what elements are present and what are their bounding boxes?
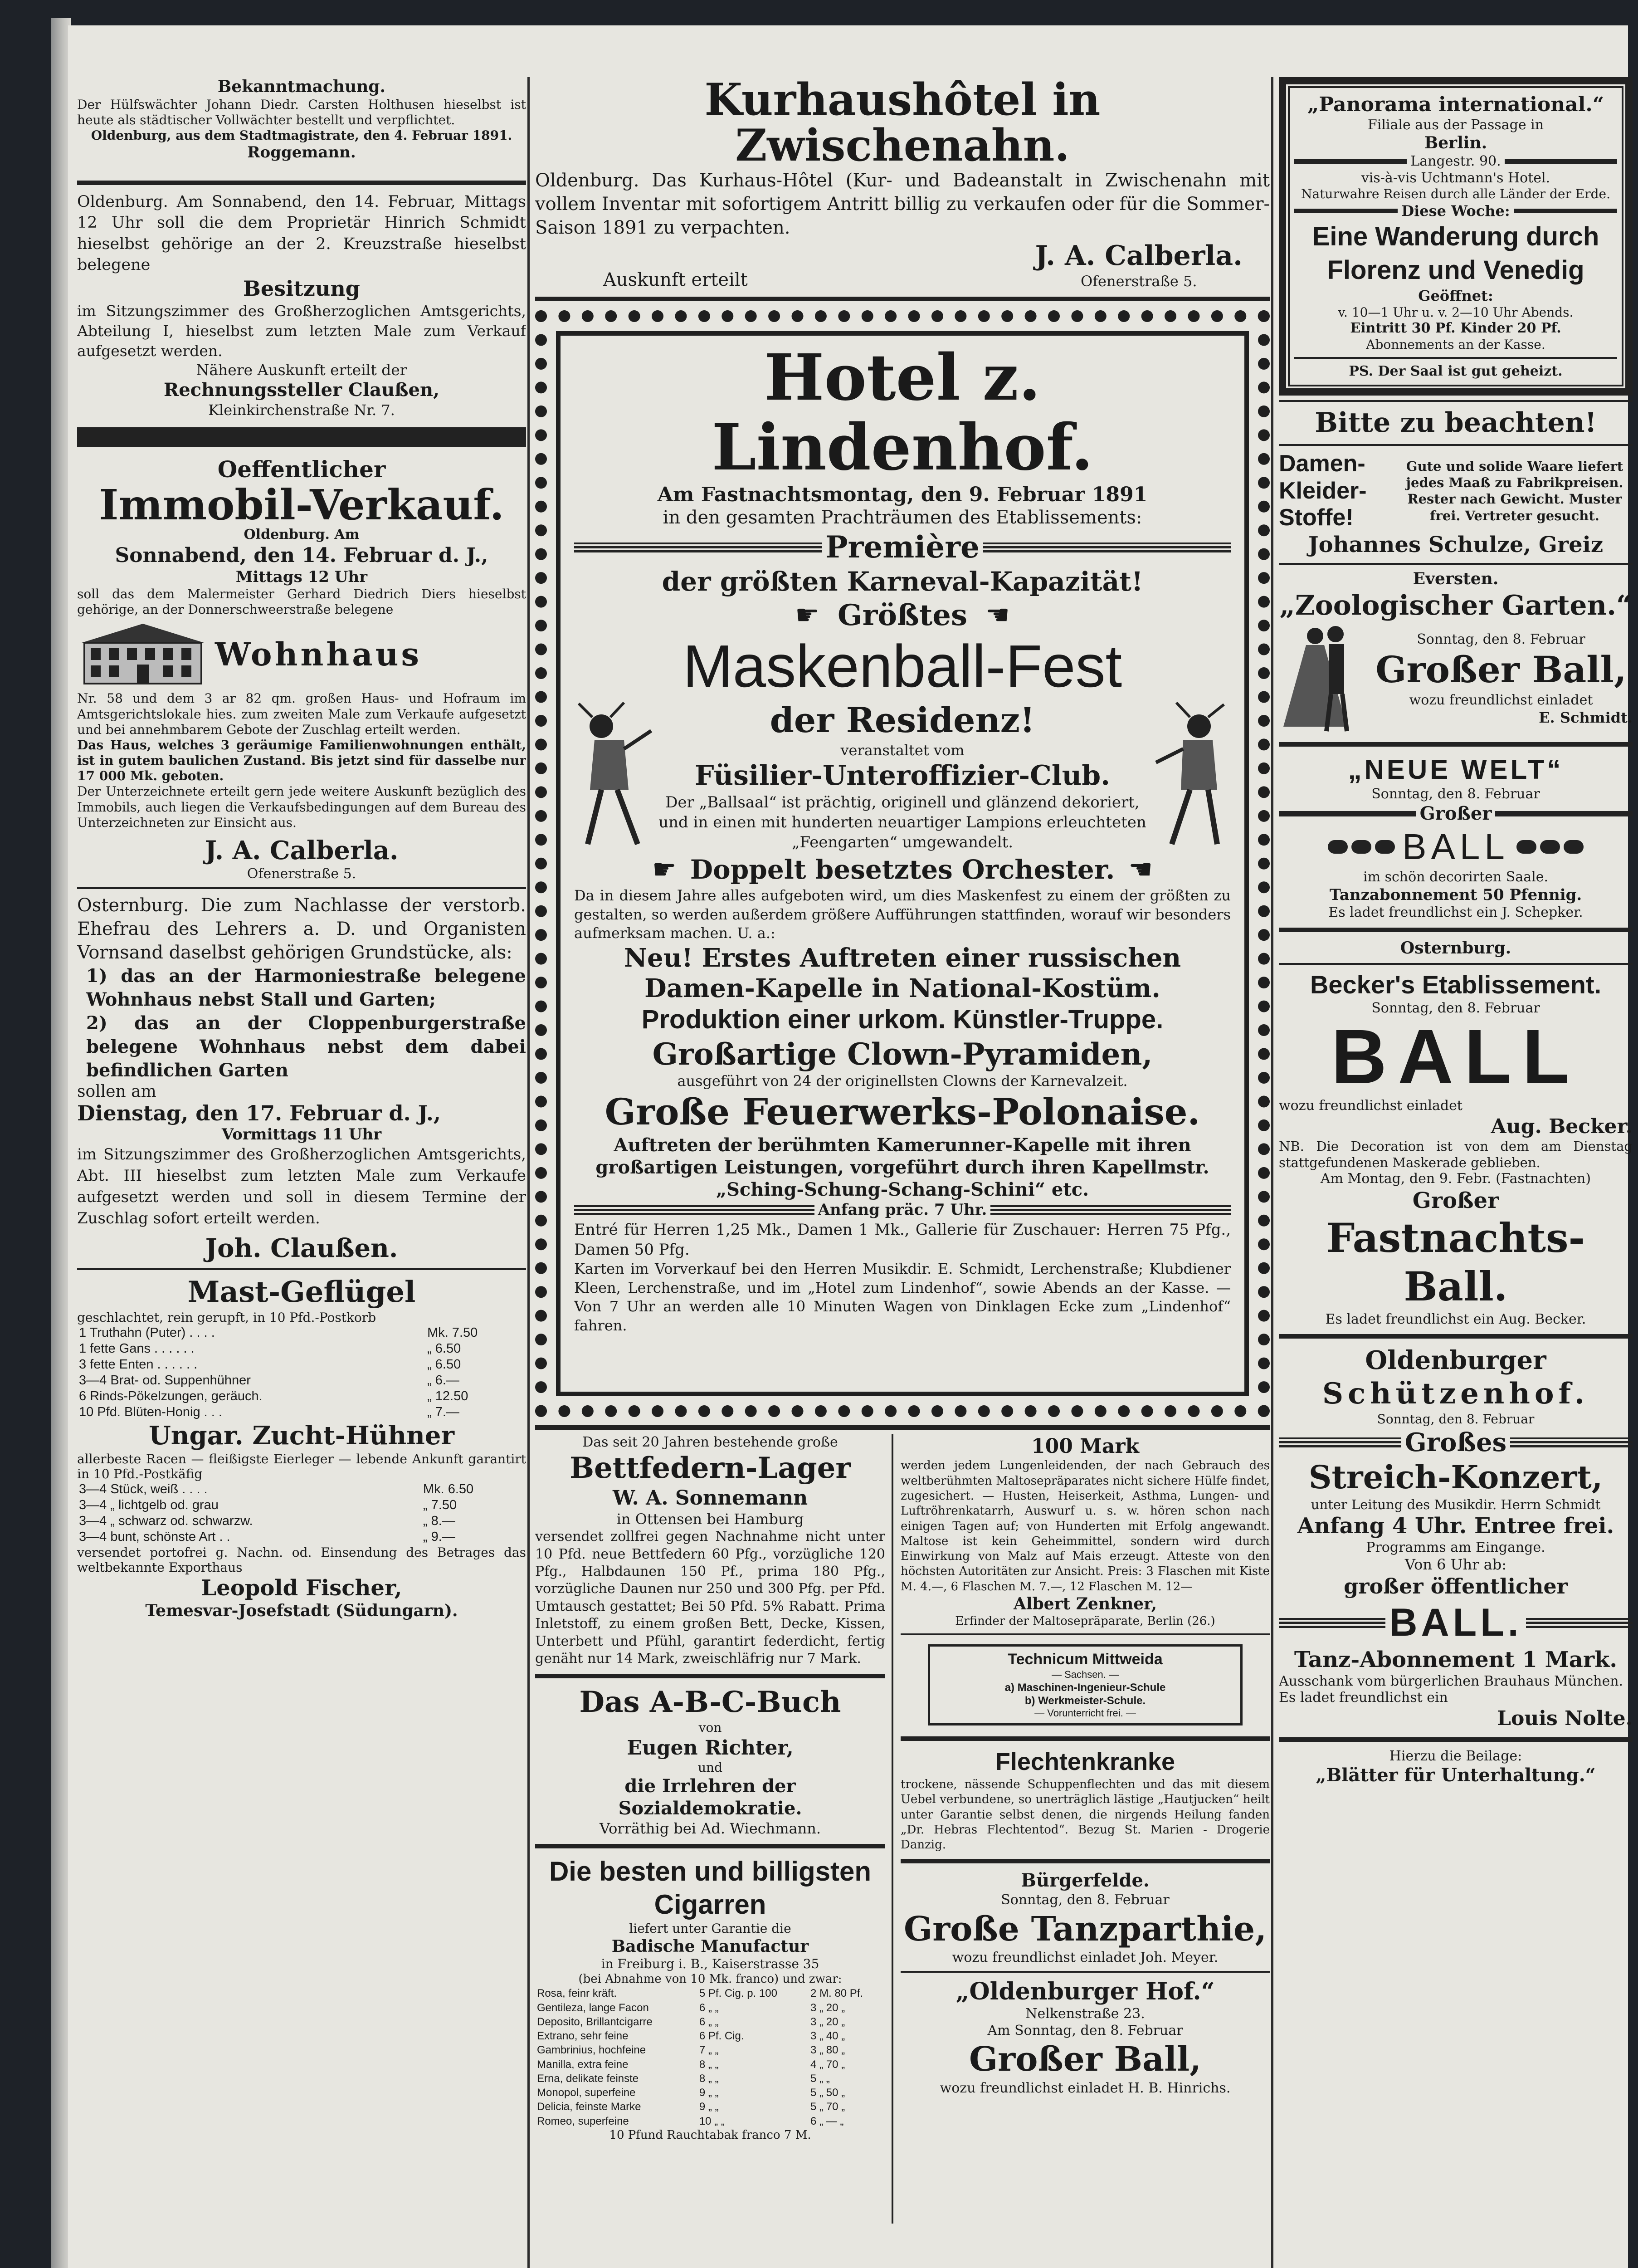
ad-firm: Badische Manufactur bbox=[611, 1936, 809, 1956]
price-cell: 7 „ „ bbox=[699, 2044, 719, 2057]
ad-title: 100 Mark bbox=[1031, 1434, 1140, 1458]
ad-text: im Sitzungszimmer des Großherzoglichen Amtsgerichts, Abteilung I, hieselbst zum letzten Male zum Verkauf aufgesetzt werden. bbox=[77, 302, 526, 360]
ad-signature: Johannes Schulze, Greiz bbox=[1308, 532, 1604, 558]
price-cell: 8 „ „ bbox=[699, 2058, 719, 2071]
ad-text: Anfang präc. 7 Uhr. bbox=[818, 1201, 987, 1219]
price-cell: 3 fette Enten . . . . . . bbox=[79, 1357, 198, 1372]
divider bbox=[901, 1859, 1270, 1863]
pointing-hand-right-icon: ☛ bbox=[652, 853, 677, 885]
ad-text: versendet zollfrei gegen Nachnahme nicht unter 10 Pfd. neue Bettfedern 60 Pfg., vorzügliche 120 Pfg., Halbdaunen 150 Pf., prima 180 Pfg., vorzügliche Daunen nur 250 und 300 Pfg. per Pfd. Umtausch gestattet; Bei 50 Pfd. 5% Rabatt. Prima Inletstoff, zu einem großen Bett, Decke, Kissen, Unterbett und Pfühl, garantirt federdicht, fertig genäht nur 14 Mark, zweischläfrig nur 7 Mark. bbox=[535, 1529, 885, 1667]
ad-text: wozu freundlichst einladet bbox=[1409, 692, 1593, 709]
ad-subtitle: allerbeste Racen — fleißigste Eierleger — lebende Ankunft garantirt in 10 Pfd.-Postkäfig bbox=[77, 1451, 526, 1481]
price-table bbox=[535, 1986, 885, 2128]
oval-ornament-icon bbox=[1515, 840, 1585, 854]
ad-time: Vormittags 11 Uhr bbox=[221, 1125, 382, 1144]
price-row bbox=[535, 2114, 885, 2128]
ad-text: unter Leitung des Musikdir. Herrn Schmidt bbox=[1311, 1496, 1601, 1512]
dancing-couple-illustration bbox=[1279, 622, 1370, 736]
ad-panorama-frame bbox=[1279, 77, 1633, 396]
middle-lower-area bbox=[535, 1434, 1270, 2224]
divider bbox=[901, 1736, 1270, 1741]
ad-address: Nelkenstraße 23. bbox=[1025, 2006, 1145, 2022]
ad-neue-welt bbox=[1279, 753, 1633, 921]
ad-text: Da in diesem Jahre alles aufgeboten wird, um dies Maskenfest zu einem der größten zu gestalten, so werden außerdem größere Aufführungen stattfinden, worauf wir besonders aufmerksam machen. U. a.: bbox=[574, 887, 1231, 942]
ad-address: Ofenerstraße 5. bbox=[1080, 272, 1197, 290]
price-row bbox=[77, 1325, 526, 1341]
price-cell: 8 „ „ bbox=[699, 2072, 719, 2085]
ad-text: Am Montag, den 9. Febr. (Fastnachten) bbox=[1320, 1170, 1591, 1187]
ad-text: soll das dem Malermeister Gerhard Diedrich Diers hieselbst gehörige, an der Donnerschweerstraße belegene bbox=[77, 587, 526, 617]
ad-place: Oldenburg. Am bbox=[244, 527, 360, 543]
price-cell: Erna, delikate feinste bbox=[537, 2072, 639, 2085]
ad-title: „Panorama international.“ bbox=[1307, 93, 1604, 116]
price-cell: 4 „ 70 „ bbox=[810, 2058, 845, 2071]
price-row bbox=[77, 1388, 526, 1404]
price-cell: Gentileza, lange Facon bbox=[537, 2001, 649, 2014]
price-cell: 1 Truthahn (Puter) . . . . bbox=[79, 1325, 215, 1340]
ad-title: Flechtenkranke bbox=[995, 1748, 1175, 1776]
ad-cigarren bbox=[535, 1855, 885, 2143]
ad-date: Sonntag, den 8. Februar bbox=[1371, 786, 1540, 802]
ad-list-item: 1) das an der Harmoniestraße belegene Wohnhaus nebst Stall und Garten; bbox=[86, 965, 526, 1010]
price-cell: 6 „ „ bbox=[699, 2015, 719, 2028]
ad-text: wozu freundlichst einladet bbox=[1279, 1097, 1462, 1114]
divider bbox=[901, 1971, 1270, 1973]
ad-text: großer öffentlicher bbox=[1344, 1574, 1568, 1599]
price-cell: 10 „ „ bbox=[699, 2115, 725, 2127]
pointing-hand-left-icon: ☚ bbox=[985, 599, 1010, 631]
price-cell: 6 „ — „ bbox=[810, 2115, 844, 2127]
ad-title: Technicum Mittweida bbox=[1008, 1650, 1163, 1668]
price-cell: Gambrinius, hochfeine bbox=[537, 2044, 646, 2057]
column-right bbox=[1279, 77, 1633, 1787]
ad-text: Osternburg. Die zum Nachlasse der verstorb. Ehefrau des Lehrers a. D. und Organisten Vornsand daselbst gehörigen Grundstücke, als: bbox=[77, 894, 526, 963]
price-row bbox=[535, 2058, 885, 2072]
price-row bbox=[77, 1513, 526, 1529]
supplement-note bbox=[1279, 1748, 1633, 1787]
ad-text: wozu freundlichst einladet H. B. Hinrichs. bbox=[940, 2080, 1231, 2096]
ad-text: Nähere Auskunft erteilt der bbox=[196, 361, 407, 379]
ad-title: Schützenhof. bbox=[1322, 1376, 1589, 1411]
ad-text: sollen am bbox=[77, 1082, 156, 1101]
column-rule bbox=[527, 77, 530, 2268]
ad-schuetzenhof bbox=[1279, 1345, 1633, 1730]
ad-signature: Joh. Claußen. bbox=[205, 1233, 398, 1263]
notice-bekanntmachung bbox=[77, 77, 526, 162]
ad-text: im schön decorirten Saale. bbox=[1363, 869, 1548, 885]
divider bbox=[1279, 1334, 1633, 1339]
price-cell: „ 7.— bbox=[427, 1405, 459, 1420]
price-row bbox=[535, 2072, 885, 2086]
price-cell: 3—4 „ lichtgelb od. grau bbox=[79, 1497, 219, 1512]
ad-time: Mittags 12 Uhr bbox=[235, 567, 368, 586]
ad-zoologischer-garten bbox=[1279, 569, 1633, 736]
ad-text: Programms am Eingange. bbox=[1366, 1539, 1545, 1555]
ad-date: Sonntag, den 8. Februar bbox=[1371, 1000, 1540, 1016]
ad-title: Großer Ball, bbox=[969, 2040, 1202, 2079]
ad-text: Abonnements an der Kasse. bbox=[1366, 337, 1545, 352]
ad-heading: Größtes bbox=[838, 598, 967, 632]
ad-text: wozu freundlichst einladet Joh. Meyer. bbox=[952, 1950, 1219, 1966]
ad-technicum bbox=[901, 1640, 1270, 1730]
divider bbox=[1279, 928, 1633, 932]
price-cell: 1 fette Gans . . . . . . bbox=[79, 1341, 195, 1356]
ad-text: vis-à-vis Uchtmann's Hotel. bbox=[1361, 170, 1550, 186]
ad-text: Diese Woche: bbox=[1401, 202, 1510, 220]
ad-heading: BALL. bbox=[1389, 1601, 1522, 1645]
column-rule bbox=[1271, 77, 1273, 2268]
ad-text: Erfinder der Maltosepräparate, Berlin (26.) bbox=[955, 1614, 1215, 1628]
ad-signature: J. A. Calberla. bbox=[1035, 240, 1243, 272]
ad-text: Es ladet freundlichst ein Aug. Becker. bbox=[1325, 1311, 1586, 1327]
ad-title: Bettfedern-Lager bbox=[569, 1451, 851, 1486]
price-cell: 3—4 Stück, weiß . . . . bbox=[79, 1481, 208, 1496]
ad-title: die Irrlehren der Sozialdemokratie. bbox=[618, 1775, 802, 1819]
ad-title: Oldenburger bbox=[1365, 1345, 1546, 1376]
ad-place: Osternburg. bbox=[1400, 938, 1511, 958]
ad-heading: Doppelt besetztes Orchester. bbox=[690, 854, 1115, 885]
price-cell: „ 9.— bbox=[423, 1529, 455, 1544]
ad-date: Sonnabend, den 14. Februar d. J., bbox=[115, 544, 488, 567]
ad-osternburg-grundstuecke bbox=[77, 894, 526, 1264]
price-row bbox=[535, 2086, 885, 2100]
divider bbox=[535, 297, 1270, 301]
ad-heading: Großartige Clown-Pyramiden, bbox=[652, 1036, 1153, 1072]
ad-address: Temesvar-Josefstadt (Südungarn). bbox=[145, 1601, 458, 1621]
ad-heading: Produktion einer urkom. Künstler-Truppe. bbox=[641, 1005, 1164, 1035]
ad-text: von bbox=[698, 1720, 722, 1735]
divider bbox=[77, 1268, 526, 1270]
ad-text: Das seit 20 Jahren bestehende große bbox=[582, 1434, 838, 1450]
notice-signature: Roggemann. bbox=[247, 143, 356, 162]
ad-text: Nr. 58 und dem 3 ar 82 qm. großen Haus- und Hofraum im Amtsgerichtslokale hies. zum zweiten Male zum Verkaufe aufgesetzt und bei annehmbarem Gebote der Zuschlag erteilt werden. bbox=[77, 691, 526, 737]
ad-title: Bitte zu beachten! bbox=[1315, 406, 1597, 439]
ad-bettfedern bbox=[535, 1434, 885, 1668]
ad-text: NB. Die Decoration ist von dem am Dienstag stattgefundenen Maskerade geblieben. bbox=[1279, 1139, 1633, 1170]
ad-title: Immobil-Verkauf. bbox=[99, 480, 504, 529]
ad-signature: J. A. Calberla. bbox=[205, 835, 399, 865]
price-cell: Mk. 7.50 bbox=[427, 1325, 478, 1340]
divider bbox=[1279, 1737, 1633, 1742]
ad-heading: Große Feuerwerks-Polonaise. bbox=[604, 1090, 1200, 1134]
ad-text: trockene, nässende Schuppenflechten und das mit diesem Uebel verbundene, so unerträglich lästige „Hautjucken“ heilt unter Garantie selbst denen, die nirgends Heilung fanden „Dr. Hebras Flechtentod“. Bezug St. Marien - Drogerie Danzig. bbox=[901, 1778, 1270, 1852]
divider bbox=[1279, 444, 1633, 446]
ad-signature: Rechnungssteller Claußen, bbox=[163, 379, 440, 401]
price-cell: Rosa, feinr kräft. bbox=[537, 1987, 617, 2000]
ad-text: Es ladet freundlichst ein bbox=[1279, 1690, 1448, 1706]
ad-signature: Aug. Becker. bbox=[1491, 1114, 1633, 1138]
ad-text: PS. Der Saal ist gut geheizt. bbox=[1349, 363, 1563, 379]
ad-text: Berlin. bbox=[1424, 133, 1487, 153]
ad-flechtenkranke bbox=[901, 1747, 1270, 1853]
price-row bbox=[77, 1404, 526, 1420]
ad-signature: Leopold Fischer, bbox=[201, 1575, 402, 1601]
divider bbox=[535, 1425, 1270, 1430]
ad-title: Große Tanzparthie, bbox=[904, 1909, 1267, 1949]
price-row bbox=[535, 2001, 885, 2015]
price-row bbox=[77, 1341, 526, 1357]
middle-lower-right bbox=[901, 1434, 1270, 2224]
ad-place: Eversten. bbox=[1413, 569, 1499, 588]
price-cell: 3 „ 40 „ bbox=[810, 2030, 845, 2043]
ad-text: Geöffnet: bbox=[1418, 287, 1493, 305]
price-cell: 5 „ 70 „ bbox=[810, 2101, 845, 2113]
price-cell: „ 7.50 bbox=[423, 1497, 457, 1512]
technicum-box bbox=[928, 1644, 1243, 1726]
notice-place: Oldenburg, aus dem Stadtmagistrate, den 4. Februar 1891. bbox=[91, 128, 512, 143]
ad-text: Auskunft erteilt bbox=[603, 269, 748, 290]
ad-heading: Neu! Erstes Auftreten einer russischen Damen-Kapelle in National-Kostüm. bbox=[624, 943, 1181, 1003]
price-table bbox=[77, 1481, 526, 1545]
ad-title: Das A-B-C-Buch bbox=[579, 1685, 841, 1720]
ad-text: Der Unterzeichnete erteilt gern jede weitere Auskunft bezüglich des Immobils, auch liegen die Verkaufsbedingungen auf dem Bureau des Unterzeichneten zur Einsicht aus. bbox=[77, 784, 526, 830]
price-cell: Manilla, extra feine bbox=[537, 2058, 629, 2071]
price-cell: 6 Rinds-Pökelzungen, geräuch. bbox=[79, 1389, 263, 1404]
ad-heading: Besitzung bbox=[243, 276, 360, 301]
price-cell: 6 „ „ bbox=[699, 2001, 719, 2014]
ad-address: Kleinkirchenstraße Nr. 7. bbox=[208, 401, 395, 419]
ad-text: — Sachsen. — bbox=[1052, 1668, 1119, 1680]
price-cell: 9 „ „ bbox=[699, 2101, 719, 2113]
price-row bbox=[535, 2015, 885, 2029]
price-cell: Deposito, Brillantcigarre bbox=[537, 2015, 653, 2028]
price-cell: 10 Pfd. Blüten-Honig . . . bbox=[79, 1405, 222, 1420]
ad-text: Großer bbox=[1412, 1188, 1499, 1213]
ad-text: ausgeführt von 24 der originellsten Clowns der Karnevalzeit. bbox=[677, 1072, 1128, 1090]
pointing-hand-left-icon: ☚ bbox=[1128, 853, 1153, 885]
ad-heading: Fastnachts-Ball. bbox=[1326, 1214, 1585, 1310]
price-cell: 3—4 „ schwarz od. schwarzw. bbox=[79, 1513, 253, 1528]
column-middle bbox=[535, 77, 1270, 2224]
ad-100-mark bbox=[901, 1434, 1270, 1629]
divider bbox=[535, 1844, 885, 1848]
ad-mast-gefluegel bbox=[77, 1275, 526, 1621]
ad-text: veranstaltet vom bbox=[840, 741, 965, 759]
price-cell: 3—4 bunt, schönste Art . . bbox=[79, 1529, 230, 1544]
price-cell: 3 „ 80 „ bbox=[810, 2044, 845, 2057]
ad-text: Großer bbox=[1419, 802, 1492, 824]
price-cell: 6 Pf. Cig. bbox=[699, 2030, 744, 2043]
price-cell: Monopol, superfeine bbox=[537, 2087, 636, 2099]
ad-text: Von 6 Uhr ab: bbox=[1404, 1556, 1507, 1574]
price-cell: 5 „ 50 „ bbox=[810, 2087, 845, 2099]
ad-text: Großes bbox=[1404, 1427, 1507, 1457]
middle-lower-left bbox=[535, 1434, 893, 2224]
ad-text: Tanzabonnement 50 Pfennig. bbox=[1329, 885, 1582, 904]
ad-date: Sonntag, den 8. Februar bbox=[1417, 631, 1585, 647]
divider bbox=[77, 887, 526, 889]
ad-schmidt-besitzung bbox=[77, 191, 526, 419]
ad-text: Naturwahre Reisen durch alle Länder der Erde. bbox=[1301, 186, 1611, 202]
ad-heading: Damen-Kleider-Stoffe! bbox=[1279, 450, 1367, 531]
price-cell: 3 „ 20 „ bbox=[810, 2001, 845, 2014]
ad-text: Filiale aus der Passage in bbox=[1367, 117, 1544, 133]
ad-text: Tanz-Abonnement 1 Mark. bbox=[1294, 1647, 1618, 1673]
ad-title: „NEUE WELT“ bbox=[1348, 754, 1564, 785]
ad-text: Entré für Herren 1,25 Mk., Damen 1 Mk., Gallerie für Zuschauer: Herren 75 Pfg., Damen 50 Pfg. bbox=[574, 1220, 1231, 1259]
ad-title: Becker's Etablissement. bbox=[1310, 970, 1602, 999]
ad-text: Oldenburg. Am Sonnabend, den 14. Februar, Mittags 12 Uhr soll die dem Proprietär Hinrich Schmidt hieselbst gehörige an der 2. Kreuzstraße hieselbst belegene bbox=[77, 192, 526, 274]
ad-text: 10 Pfund Rauchtabak franco 7 M. bbox=[609, 2128, 811, 2142]
ad-text: im Sitzungszimmer des Großherzoglichen Amtsgerichts, Abt. III hieselbst zum letzten Male zum Verkaufe aufgesetzt werden und soll in diesem Termine der Zuschlag sofort erteilt werden. bbox=[77, 1145, 526, 1227]
divider bbox=[901, 1633, 1270, 1635]
price-row bbox=[77, 1357, 526, 1373]
price-cell: „ 6.— bbox=[427, 1373, 459, 1388]
ad-heading: Streich-Konzert, bbox=[1308, 1458, 1603, 1496]
ad-place: in Ottensen bei Hamburg bbox=[616, 1510, 804, 1528]
ad-becker bbox=[1279, 938, 1633, 1328]
ad-text: — Vorunterricht frei. — bbox=[1034, 1707, 1136, 1719]
ad-text: und bbox=[698, 1760, 722, 1775]
ad-heading: Großer Ball, bbox=[1375, 648, 1627, 691]
price-cell: 3—4 Brat- od. Suppenhühner bbox=[79, 1373, 251, 1388]
price-row bbox=[77, 1497, 526, 1513]
price-row bbox=[535, 2100, 885, 2114]
ad-subtitle: geschlachtet, rein gerupft, in 10 Pfd.-Postkorb bbox=[77, 1310, 376, 1325]
divider bbox=[535, 1674, 885, 1678]
ad-heading: der Residenz! bbox=[770, 700, 1035, 741]
ad-kurhaus bbox=[535, 77, 1270, 290]
ad-author: Eugen Richter, bbox=[627, 1736, 794, 1760]
ad-text: Anfang 4 Uhr. Entree frei. bbox=[1297, 1513, 1614, 1539]
ad-text: werden jedem Lungenleidenden, der nach Gebrauch des weltberühmten Maltosepräparates nicht sichere Hülfe findet, zugesichert. — Husten, Heiserkeit, Asthma, Lungen- und Luftröhrenkatarrh, Auswurf u. s. w. hören schon nach einigen Tagen auf; von Hunderten mit Erfolg angewandt. Maltose ist kein Geheimmittel, sondern wird durch Einwirkung von Malz auf Mais erzeugt. Atteste von den höchsten Autoritäten zur Ansicht. Preis: 3 Flaschen mit Kiste M. 4.—, 6 Flaschen M. 7.—, 12 Flaschen M. 12— bbox=[901, 1459, 1270, 1593]
ad-text: Oldenburg. Das Kurhaus-Hôtel (Kur- und Badeanstalt in Zwischenahn mit vollem Inventar mit sofortigem Antritt billig zu verkaufen oder für die Sommer-Saison 1891 zu verpachten. bbox=[535, 170, 1270, 238]
ad-date: Dienstag, den 17. Februar d. J., bbox=[77, 1100, 441, 1125]
ad-date: Sonntag, den 8. Februar bbox=[1001, 1892, 1170, 1908]
notice-title: Bekanntmachung. bbox=[217, 77, 386, 96]
price-cell: 5 „ „ bbox=[810, 2072, 830, 2085]
ad-heading: Wohnhaus bbox=[215, 635, 422, 673]
ad-heading: BALL bbox=[1402, 826, 1509, 867]
ad-heading: der größten Karneval-Kapazität! bbox=[662, 566, 1143, 597]
price-row bbox=[535, 1986, 885, 2000]
price-cell: „ 12.50 bbox=[427, 1389, 468, 1404]
ad-title: Kurhaushôtel in Zwischenahn. bbox=[704, 77, 1101, 171]
divider bbox=[77, 427, 526, 447]
ad-heading: Première bbox=[825, 529, 980, 565]
ad-title: „Oldenburger Hof.“ bbox=[955, 1977, 1215, 2005]
price-cell: Delicia, feinste Marke bbox=[537, 2101, 641, 2113]
ad-address: in Freiburg i. B., Kaiserstrasse 35 bbox=[601, 1956, 819, 1972]
ad-big-title: Maskenball-Fest bbox=[682, 632, 1122, 699]
ad-text: Es ladet freundlichst ein J. Schepker. bbox=[1328, 904, 1583, 920]
price-cell: 3 „ 20 „ bbox=[810, 2015, 845, 2028]
ad-buergerfelde bbox=[901, 1870, 1270, 1966]
price-row bbox=[535, 2029, 885, 2043]
ad-text: in den gesamten Prachträumen des Etablissements: bbox=[663, 507, 1142, 528]
ad-abc-buch bbox=[535, 1685, 885, 1838]
ad-immobil-verkauf bbox=[77, 455, 526, 883]
divider bbox=[1279, 563, 1633, 565]
price-cell: 9 „ „ bbox=[699, 2087, 719, 2099]
ad-text: liefert unter Garantie die bbox=[629, 1921, 791, 1936]
ad-title: „Zoologischer Garten.“ bbox=[1279, 589, 1632, 621]
price-table bbox=[77, 1325, 526, 1420]
ad-text: Auftreten der berühmten Kamerunner-Kapelle mit ihren großartigen Leistungen, vorgeführt durch ihren Kapellmstr. „Sching-Schung-Schang-Schini“ etc. bbox=[595, 1134, 1209, 1200]
price-cell: „ 6.50 bbox=[427, 1341, 461, 1356]
jester-right-illustration bbox=[1149, 699, 1231, 853]
ad-date: Am Sonntag, den 8. Februar bbox=[987, 2022, 1183, 2038]
notice-body: Der Hülfswächter Johann Diedr. Carsten Holthusen hieselbst ist heute als städtischer Vollwächter bestellt und verpflichtet. bbox=[77, 97, 526, 128]
oval-ornament-icon bbox=[1326, 840, 1397, 854]
ad-signature: Louis Nolte. bbox=[1497, 1706, 1633, 1730]
ad-list-item: 2) das an der Cloppenburgerstraße belegene Wohnhaus nebst dem dabei befindlichen Garten bbox=[86, 1012, 526, 1081]
ad-panorama bbox=[1288, 86, 1623, 386]
ad-title: Die besten und billigsten Cigarren bbox=[549, 1856, 872, 1920]
pointing-hand-right-icon: ☛ bbox=[795, 599, 819, 631]
ad-title: Ungar. Zucht-Hühner bbox=[148, 1421, 455, 1451]
ad-text: Der „Ballsaal“ ist prächtig, originell und glänzend dekoriert, und in einen mit hunderten neuartiger Lampions erleuchteten „Feengarten“ umgewandelt. bbox=[658, 793, 1146, 852]
ad-text: Ausschank vom bürgerlichen Brauhaus München. bbox=[1279, 1673, 1623, 1689]
price-cell: Mk. 6.50 bbox=[423, 1481, 474, 1496]
divider bbox=[77, 181, 526, 185]
house-illustration bbox=[77, 620, 209, 688]
ad-place: Bürgerfelde. bbox=[1021, 1870, 1150, 1892]
price-cell: „ 6.50 bbox=[427, 1357, 461, 1372]
price-cell: „ 8.— bbox=[423, 1513, 455, 1528]
ad-text: „Blätter für Unterhaltung.“ bbox=[1316, 1765, 1596, 1786]
ad-text: versendet portofrei g. Nachn. od. Einsendung des Betrages das weltbekannte Exporthaus bbox=[77, 1545, 526, 1575]
divider bbox=[1294, 357, 1617, 359]
ad-heading: Füsilier-Unteroffizier-Club. bbox=[694, 759, 1111, 792]
ad-address: Langestr. 90. bbox=[1410, 153, 1501, 170]
ad-oldenburger-hof bbox=[901, 1977, 1270, 2097]
ad-date: Sonntag, den 8. Februar bbox=[1377, 1411, 1535, 1427]
ad-title: Oeffentlicher bbox=[217, 455, 386, 483]
ad-lindenhof bbox=[558, 333, 1247, 1394]
ad-title: Hotel z. Lindenhof. bbox=[712, 340, 1093, 485]
ad-text: Hierzu die Beilage: bbox=[1389, 1748, 1522, 1764]
divider bbox=[1279, 742, 1633, 747]
column-left bbox=[77, 77, 526, 1621]
ad-text: a) Maschinen-Ingenieur-Schule bbox=[1004, 1681, 1166, 1694]
ad-text: Karten im Vorverkauf bei den Herren Musikdir. E. Schmidt, Lerchenstraße; Klubdiener Kleen, Lerchenstraße, und im „Hotel zum Lindenhof“, sowie Abends an der Kasse. — Von 7 Uhr an werden alle 10 Minuten Wagen von Dinklagen Ecke zum „Lindenhof“ fahren. bbox=[574, 1260, 1231, 1334]
ad-title: Mast-Geflügel bbox=[187, 1275, 416, 1310]
ad-bitte-beachten bbox=[1279, 406, 1633, 558]
ad-text: (bei Abnahme von 10 Mk. franco) und zwar: bbox=[578, 1972, 842, 1986]
price-row bbox=[535, 2043, 885, 2057]
ad-heading: Eine Wanderung durch Florenz und Venedig bbox=[1312, 221, 1599, 285]
ad-text: Vorräthig bei Ad. Wiechmann. bbox=[599, 1819, 821, 1837]
ad-signature: Albert Zenkner, bbox=[1013, 1594, 1157, 1613]
price-cell: Extrano, sehr feine bbox=[537, 2030, 629, 2043]
divider bbox=[1279, 400, 1633, 402]
jester-left-illustration bbox=[574, 699, 656, 853]
ad-lindenhof-frame bbox=[535, 310, 1270, 1417]
ad-name: W. A. Sonnemann bbox=[612, 1486, 808, 1510]
price-row bbox=[77, 1529, 526, 1545]
ad-text: b) Werkmeister-Schule. bbox=[1024, 1695, 1146, 1707]
ad-text: Eintritt 30 Pf. Kinder 20 Pf. bbox=[1350, 320, 1561, 337]
ad-text: v. 10—1 Uhr u. v. 2—10 Uhr Abends. bbox=[1338, 305, 1574, 320]
ad-address: Ofenerstraße 5. bbox=[247, 866, 356, 882]
ad-text: Am Fastnachtsmontag, den 9. Februar 1891 bbox=[657, 483, 1148, 506]
price-cell: 5 Pf. Cig. p. 100 bbox=[699, 1987, 777, 2000]
ad-text: Das Haus, welches 3 geräumige Familienwohnungen enthält, ist in gutem baulichen Zustand. Bis jetzt sind für dasselbe nur 17 000 Mk. geboten. bbox=[77, 737, 526, 784]
ad-heading: BALL bbox=[1331, 1014, 1580, 1100]
price-cell: Romeo, superfeine bbox=[537, 2115, 629, 2127]
divider bbox=[1279, 963, 1633, 965]
ad-text: Gute und solide Waare liefert jedes Maaß zu Fabrikpreisen. Rester nach Gewicht. Muster frei. Vertreter gesucht. bbox=[1406, 458, 1623, 523]
price-row bbox=[77, 1373, 526, 1388]
price-cell: 2 M. 80 Pf. bbox=[810, 1987, 863, 2000]
price-row bbox=[77, 1481, 526, 1497]
ad-signature: E. Schmidt. bbox=[1539, 709, 1633, 726]
